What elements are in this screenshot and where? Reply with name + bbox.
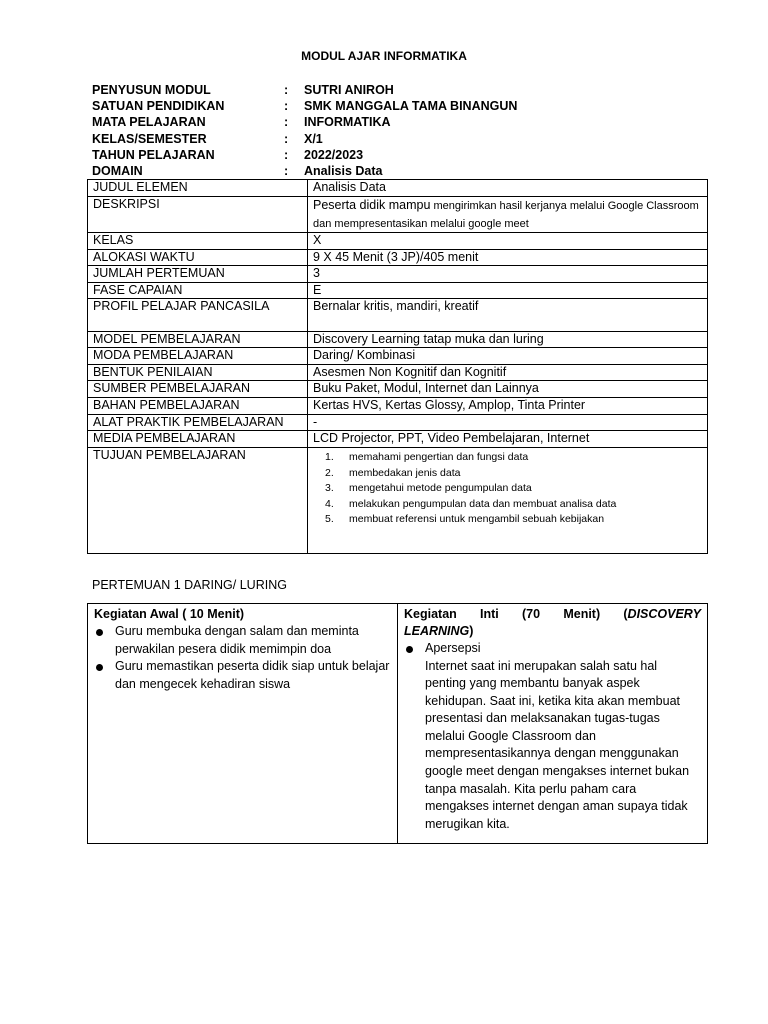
- bullet-icon: [96, 629, 103, 636]
- info-value: Analisis Data: [304, 164, 383, 179]
- row-label: SUMBER PEMBELAJARAN: [88, 381, 308, 398]
- row-label: ALAT PRAKTIK PEMBELAJARAN: [88, 415, 308, 431]
- table-row: [88, 604, 708, 844]
- row-label: PROFIL PELAJAR PANCASILA: [88, 299, 308, 332]
- row-value: 3: [308, 266, 708, 283]
- row-value: Analisis Data: [308, 180, 708, 197]
- list-item: [325, 450, 702, 466]
- row-label: MODEL PEMBELAJARAN: [88, 332, 308, 348]
- info-sep: :: [284, 83, 289, 98]
- info-value: SUTRI ANIROH: [304, 83, 394, 98]
- document-title: MODUL AJAR INFORMATIKA: [301, 49, 467, 63]
- row-value: Buku Paket, Modul, Internet dan Lainnya: [308, 381, 708, 398]
- row-value: LCD Projector, PPT, Video Pembelajaran, Internet: [308, 431, 708, 448]
- item-text: melakukan pengumpulan data dan membuat analisa data: [349, 497, 617, 510]
- heading-word: (70: [522, 607, 541, 621]
- module-info: [92, 82, 612, 179]
- core-activity-cell: [398, 604, 708, 844]
- initial-activity-heading: Kegiatan Awal ( 10 Menit): [94, 607, 245, 621]
- table-row: [88, 283, 708, 299]
- list-item: [94, 658, 391, 693]
- info-row: [92, 163, 612, 179]
- item-number: 4.: [325, 497, 334, 510]
- core-activity-list: [404, 640, 701, 658]
- item-text: membuat referensi untuk mengambil sebuah kebijakan: [349, 513, 605, 525]
- row-value: X: [308, 233, 708, 250]
- item-number: 3.: [325, 482, 334, 494]
- row-label: BAHAN PEMBELAJARAN: [88, 398, 308, 415]
- row-label: FASE CAPAIAN: [88, 283, 308, 299]
- info-row: [92, 98, 612, 114]
- table-row: [88, 415, 708, 431]
- info-row: [92, 131, 612, 147]
- table-row: [88, 398, 708, 415]
- row-label: MEDIA PEMBELAJARAN: [88, 431, 308, 448]
- table-row: [88, 365, 708, 381]
- table-row: [88, 299, 708, 332]
- list-item: [325, 512, 702, 528]
- info-sep: :: [284, 164, 289, 179]
- item-number: 2.: [325, 466, 334, 479]
- row-value: Daring/ Kombinasi: [308, 348, 708, 365]
- table-row: [88, 381, 708, 398]
- row-value: [308, 448, 708, 554]
- row-value: Discovery Learning tatap muka dan luring: [308, 332, 708, 348]
- info-key: MATA PELAJARAN: [92, 115, 206, 130]
- table-row: [88, 266, 708, 283]
- info-value: INFORMATIKA: [304, 115, 391, 130]
- item-text: mengetahui metode pengumpulan data: [349, 482, 532, 494]
- row-label: JUDUL ELEMEN: [88, 180, 308, 197]
- list-item: [325, 466, 702, 482]
- info-row: [92, 114, 612, 130]
- item-text: Guru memastikan peserta didik siap untuk belajar dan mengecek kehadiran siswa: [115, 659, 390, 691]
- row-label: TUJUAN PEMBELAJARAN: [88, 448, 308, 554]
- row-label: BENTUK PENILAIAN: [88, 365, 308, 381]
- activity-table: [87, 603, 708, 844]
- heading-word: Kegiatan: [404, 607, 457, 621]
- list-item: [94, 623, 391, 658]
- row-label: JUMLAH PERTEMUAN: [88, 266, 308, 283]
- table-row: [88, 180, 708, 197]
- heading-word: Menit): [563, 607, 601, 621]
- row-value: Kertas HVS, Kertas Glossy, Amplop, Tinta Printer: [308, 398, 708, 415]
- item-number: 5.: [325, 513, 334, 525]
- table-row: [88, 197, 708, 233]
- info-row: [92, 147, 612, 163]
- item-text: Apersepsi: [425, 641, 481, 655]
- deskripsi-part-b: mengirimkan hasil kerjanya melalui Google Classroom dan mempresentasikan melalui google meet: [313, 200, 699, 230]
- table-row: [88, 448, 708, 554]
- table-row: [88, 431, 708, 448]
- list-item: [325, 497, 702, 513]
- info-key: KELAS/SEMESTER: [92, 131, 207, 146]
- core-activity-heading-cont: LEARNING): [404, 624, 474, 638]
- list-item: [325, 481, 702, 497]
- row-value: 9 X 45 Menit (3 JP)/405 menit: [308, 250, 708, 266]
- info-value: SMK MANGGALA TAMA BINANGUN: [304, 99, 518, 114]
- item-text: memahami pengertian dan fungsi data: [349, 451, 529, 463]
- row-value: -: [308, 415, 708, 431]
- bullet-icon: [406, 646, 413, 653]
- info-sep: :: [284, 99, 289, 114]
- row-value: [308, 197, 708, 233]
- core-activity-paragraph: Internet saat ini merupakan salah satu hal penting yang membantu banyak aspek kehidupan. Saat ini, ketika kita akan membuat presentasi dan melaksanakan tugas-tugas melalui Google Classroom dan mempresentasikannya dengan menggunakan google meet dengan mengakses internet bukan tanpa masalah. Kita perlu paham cara mengakses internet dengan aman supaya tidak merugikan kita.: [425, 658, 690, 831]
- deskripsi-part-a: Peserta didik mampu: [313, 198, 431, 212]
- heading-word: Inti: [480, 607, 499, 621]
- info-sep: :: [284, 115, 289, 130]
- row-label: MODA PEMBELAJARAN: [88, 348, 308, 365]
- bullet-icon: [96, 664, 103, 671]
- initial-activity-list: [94, 623, 391, 693]
- learning-goals-list: [313, 448, 702, 528]
- item-text: Guru membuka dengan salam dan meminta perwakilan pesera didik memimpin doa: [115, 624, 359, 656]
- info-key: DOMAIN: [92, 164, 143, 179]
- info-sep: :: [284, 147, 289, 162]
- row-label: DESKRIPSI: [88, 197, 308, 233]
- meeting-title: PERTEMUAN 1 DARING/ LURING: [92, 578, 287, 592]
- row-value: Bernalar kritis, mandiri, kreatif: [308, 299, 708, 332]
- info-value: 2022/2023: [304, 147, 364, 162]
- row-label: ALOKASI WAKTU: [88, 250, 308, 266]
- core-activity-heading: [404, 606, 701, 623]
- row-value: Asesmen Non Kognitif dan Kognitif: [308, 365, 708, 381]
- info-key: TAHUN PELAJARAN: [92, 147, 215, 162]
- list-item: [404, 640, 701, 658]
- table-row: [88, 348, 708, 365]
- item-text: membedakan jenis data: [349, 466, 461, 479]
- info-row: [92, 82, 612, 98]
- info-key: PENYUSUN MODUL: [92, 83, 211, 98]
- row-value: E: [308, 283, 708, 299]
- table-row: [88, 250, 708, 266]
- info-key: SATUAN PENDIDIKAN: [92, 99, 225, 114]
- table-row: [88, 233, 708, 250]
- module-detail-table: [87, 179, 708, 554]
- item-number: 1.: [325, 451, 334, 463]
- info-value: X/1: [304, 131, 323, 146]
- row-label: KELAS: [88, 233, 308, 250]
- info-sep: :: [284, 131, 289, 146]
- initial-activity-cell: [88, 604, 398, 844]
- table-row: [88, 332, 708, 348]
- heading-word: (DISCOVERY: [623, 607, 701, 621]
